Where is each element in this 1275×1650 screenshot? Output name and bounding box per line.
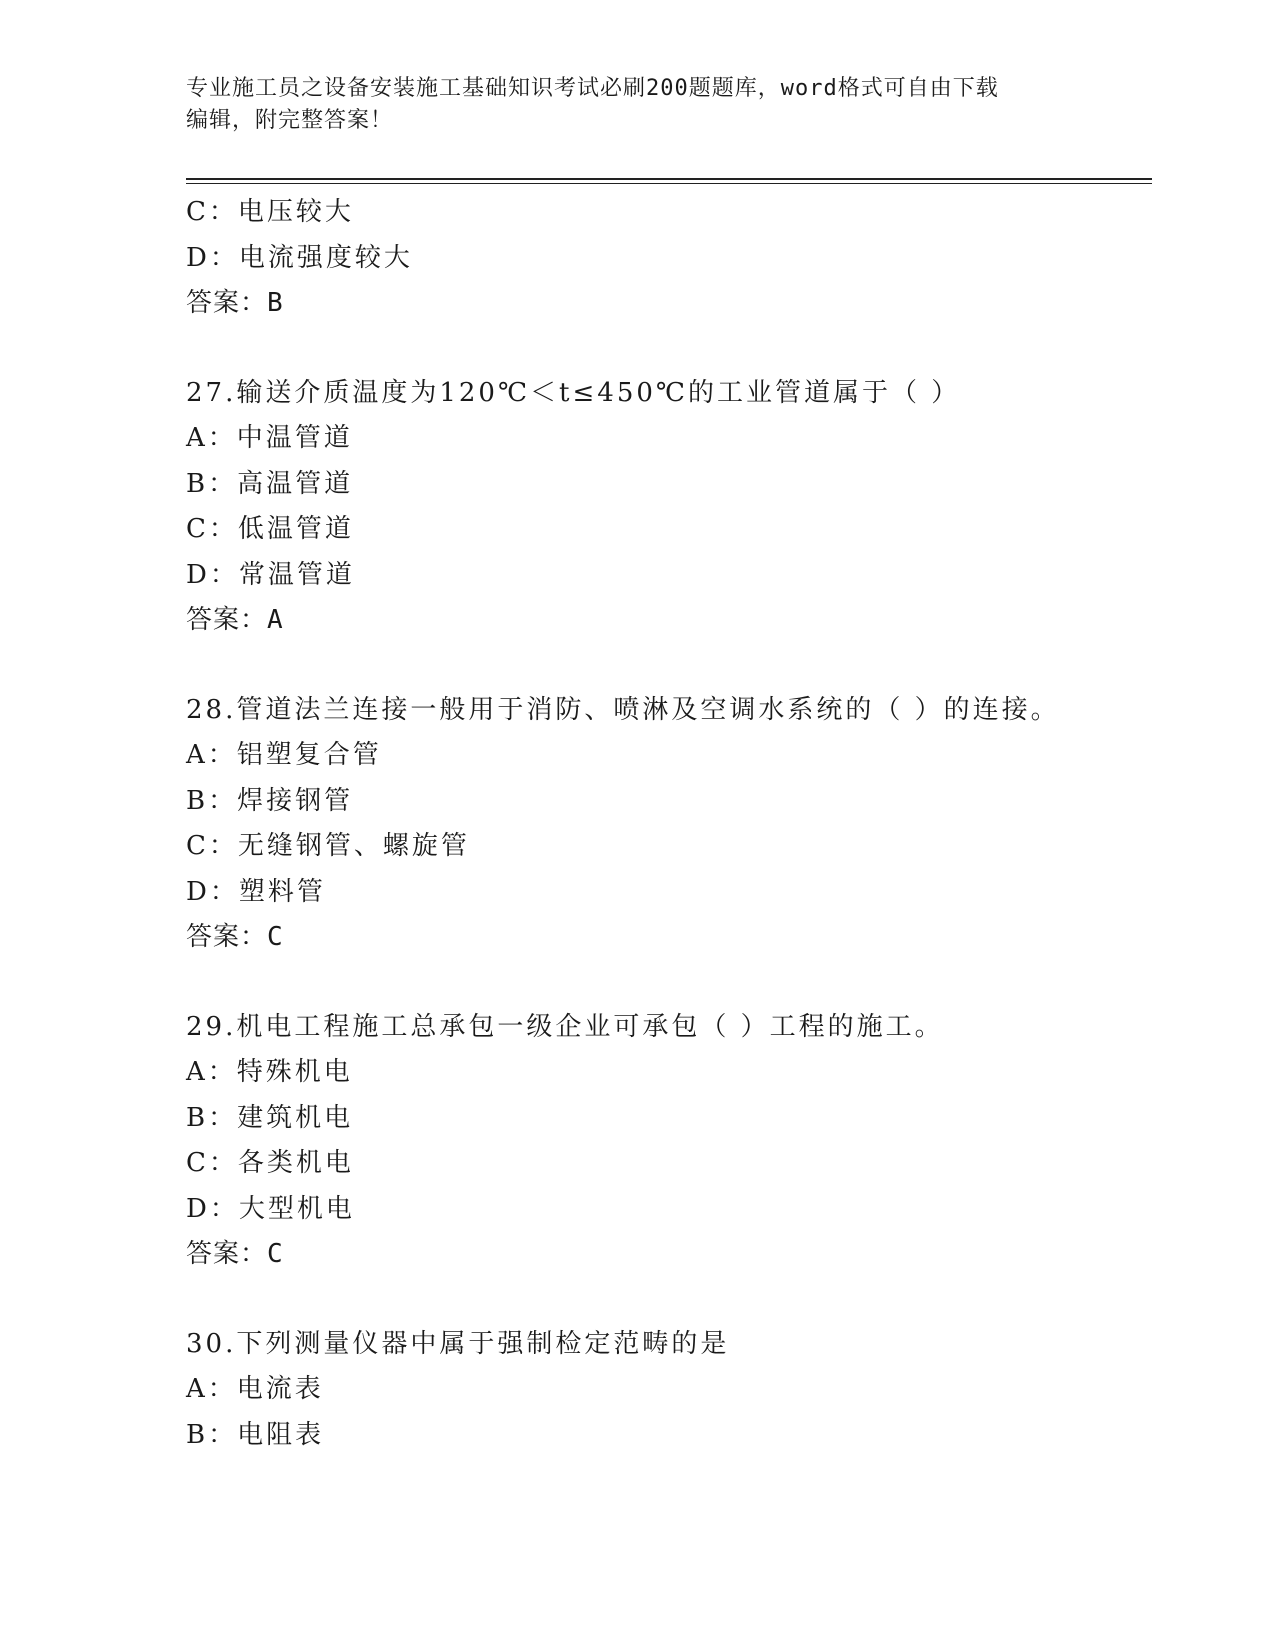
- question-list: [186, 190, 1152, 1458]
- option-d: D：电流强度较大: [186, 242, 413, 273]
- question-text: 27.输送介质温度为120℃＜t≤450℃的工业管道属于（ ）: [186, 377, 961, 408]
- answer-line: 答案：B: [186, 288, 284, 318]
- spacer: [186, 644, 1152, 688]
- spacer: [186, 1278, 1152, 1322]
- option-c: C：各类机电: [186, 1148, 354, 1178]
- option-d: D：大型机电: [186, 1193, 355, 1224]
- question-27: [186, 371, 1152, 644]
- question-text: 29.机电工程施工总承包一级企业可承包（ ）工程的施工。: [186, 1011, 944, 1042]
- option-a: A：铝塑复合管: [186, 740, 382, 770]
- spacer: [186, 961, 1152, 1005]
- header-line-2: 编辑，附完整答案！: [186, 108, 394, 133]
- header-line-1: 专业施工员之设备安装施工基础知识考试必刷200题题库，word格式可自由下载: [186, 76, 999, 101]
- question-text: 30.下列测量仪器中属于强制检定范畴的是: [186, 1328, 730, 1359]
- option-b: B：焊接钢管: [186, 785, 354, 816]
- spacer: [186, 327, 1152, 371]
- option-d: D：塑料管: [186, 876, 326, 907]
- question-text: 28.管道法兰连接一般用于消防、喷淋及空调水系统的（ ）的连接。: [186, 694, 1060, 725]
- question-30: [186, 1322, 1152, 1459]
- option-a: A：中温管道: [186, 423, 353, 453]
- option-b: B：建筑机电: [186, 1102, 354, 1133]
- question-28: [186, 688, 1152, 961]
- option-a: A：特殊机电: [186, 1057, 353, 1087]
- carryover-question: [186, 190, 1152, 327]
- answer-line: 答案：C: [186, 922, 284, 952]
- document-header: [186, 73, 1086, 137]
- option-b: B：高温管道: [186, 468, 354, 499]
- header-divider-thin: [186, 183, 1152, 184]
- answer-line: 答案：C: [186, 1239, 284, 1269]
- option-b: B：电阻表: [186, 1419, 325, 1450]
- answer-line: 答案：A: [186, 605, 284, 635]
- option-c: C：低温管道: [186, 514, 354, 544]
- option-a: A：电流表: [186, 1374, 324, 1404]
- option-d: D：常温管道: [186, 559, 355, 590]
- option-c: C：无缝钢管、螺旋管: [186, 831, 470, 861]
- header-divider-thick: [186, 178, 1152, 180]
- question-29: [186, 1005, 1152, 1278]
- option-c: C：电压较大: [186, 197, 354, 227]
